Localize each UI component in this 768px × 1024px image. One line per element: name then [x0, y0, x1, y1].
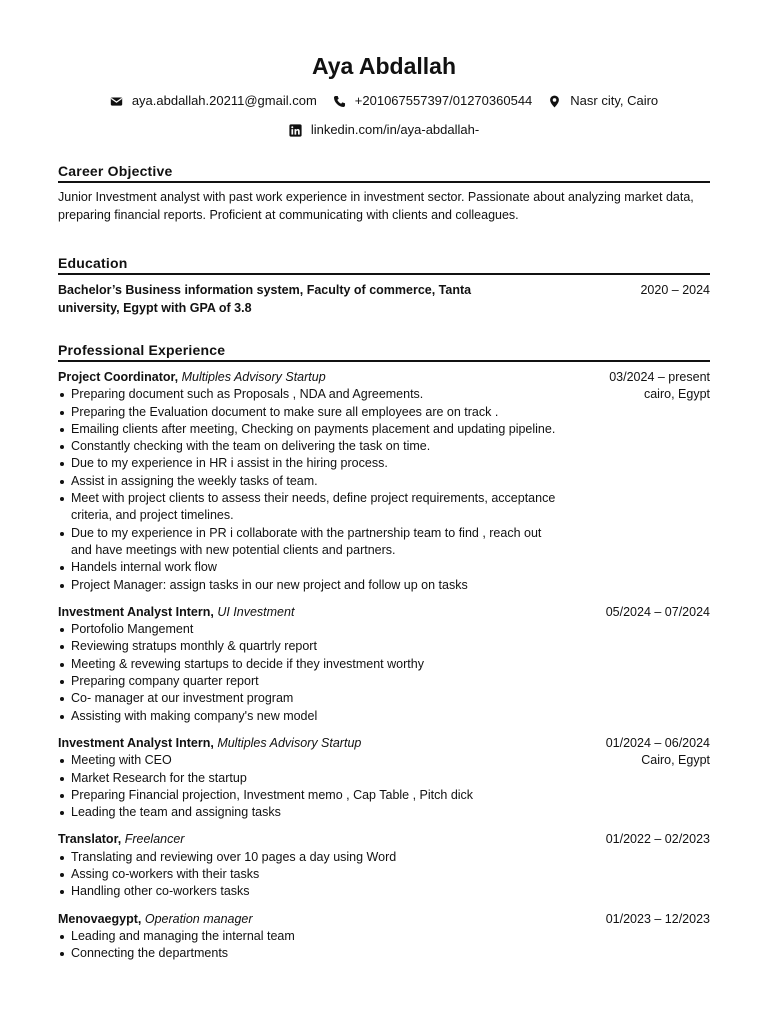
job-entry [58, 369, 710, 594]
job-bullets [58, 386, 561, 594]
bullet-item: Meeting with CEO [71, 752, 561, 769]
job-entry [58, 911, 710, 963]
section-title-objective: Career Objective [58, 161, 710, 183]
bullet-item: Connecting the departments [71, 945, 561, 962]
bullet-item: Co- manager at our investment program [71, 690, 561, 707]
bullet-item: Emailing clients after meeting, Checking on payments placement and updating pipeline. [71, 421, 561, 438]
bullet-item: Project Manager: assign tasks in our new project and follow up on tasks [71, 577, 561, 594]
bullet-item: Meet with project clients to assess their needs, define project requirements, acceptance criteria, and project timelines. [71, 490, 561, 525]
phone-icon [333, 95, 346, 108]
bullet-item: Constantly checking with the team on delivering the task on time. [71, 438, 561, 455]
job-company: Multiples Advisory Startup [181, 370, 326, 384]
linkedin-contact[interactable] [289, 120, 479, 140]
bullet-item: Leading and managing the internal team [71, 928, 561, 945]
bullet-item: Preparing the Evaluation document to make sure all employees are on track . [71, 404, 561, 421]
location-contact [548, 91, 658, 111]
job-dates: 05/2024 – 07/2024 [605, 604, 710, 619]
education-degree: Bachelor’s Business information system, Faculty of commerce, Tanta university, Egypt with GPA of 3.8 [58, 283, 472, 315]
job-dates: 01/2023 – 12/2023 [605, 911, 710, 926]
bullet-item: Assisting with making company's new model [71, 708, 561, 725]
bullet-item: Assing co-workers with their tasks [71, 866, 561, 883]
job-entry [58, 831, 710, 900]
education-entry [58, 282, 710, 317]
job-bullets [58, 849, 561, 901]
objective-text: Junior Investment analyst with past work experience in investment sector. Passionate about analyzing market data, preparing financial reports. Proficient at communicating with clients and colleagues. [58, 190, 694, 222]
bullet-item: Market Research for the startup [71, 770, 561, 787]
bullet-item: Due to my experience in HR i assist in the hiring process. [71, 455, 561, 472]
bullet-item: Handling other co-workers tasks [71, 883, 561, 900]
job-bullets [58, 928, 561, 963]
job-title: Project Coordinator, [58, 370, 179, 384]
job-company: Freelancer [124, 832, 185, 847]
bullet-item: Reviewing stratups monthly & quartrly report [71, 638, 561, 655]
job-title: Investment Analyst Intern, [58, 604, 214, 619]
job-title: Translator, [58, 832, 122, 847]
education-dates: 2020 – 2024 [640, 283, 710, 297]
email-contact[interactable] [110, 91, 317, 111]
bullet-item: Portofolio Mangement [71, 621, 561, 638]
job-bullets [58, 752, 561, 821]
job-dates: 03/2024 – present [609, 370, 710, 384]
bullet-item: Assist in assigning the weekly tasks of team. [71, 473, 561, 490]
job-dates: 01/2022 – 02/2023 [605, 832, 710, 847]
bullet-item: Handels internal work flow [71, 559, 561, 576]
job-dates: 01/2024 – 06/2024 [605, 735, 710, 750]
contact-row [58, 91, 710, 111]
linkedin-icon [289, 124, 302, 137]
job-company: Operation manager [144, 911, 253, 926]
bullet-item: Preparing company quarter report [71, 673, 561, 690]
bullet-item: Translating and reviewing over 10 pages a day using Word [71, 849, 561, 866]
section-title-experience: Professional Experience [58, 340, 710, 362]
section-title-education: Education [58, 253, 710, 275]
bullet-item: Leading the team and assigning tasks [71, 804, 561, 821]
job-location: Cairo, Egypt [641, 753, 710, 768]
candidate-name: Aya Abdallah [312, 53, 456, 79]
envelope-icon [110, 95, 123, 108]
bullet-item: Preparing Financial projection, Investment memo , Cap Table , Pitch dick [71, 787, 561, 804]
contact-row-linkedin [58, 120, 710, 140]
job-company: UI Investment [217, 604, 295, 619]
linkedin-text: linkedin.com/in/aya-abdallah- [310, 122, 480, 137]
bullet-item: Due to my experience in PR i collaborate with the partnership team to find , reach out and have meetings with new potential clients and partners. [71, 525, 561, 560]
location-pin-icon [548, 95, 561, 108]
job-title: Investment Analyst Intern, [58, 735, 214, 750]
phone-text: +201067557397/01270360544 [354, 93, 533, 108]
bullet-item: Meeting & revewing startups to decide if they investment worthy [71, 656, 561, 673]
job-entry [58, 604, 710, 725]
phone-contact[interactable] [333, 91, 533, 111]
job-entry [58, 735, 710, 821]
job-title: Menovaegypt, [58, 911, 142, 926]
job-bullets [58, 621, 561, 725]
job-location: cairo, Egypt [643, 387, 710, 402]
job-company: Multiples Advisory Startup [217, 735, 362, 750]
email-text: aya.abdallah.20211@gmail.com [131, 93, 317, 108]
bullet-item: Preparing document such as Proposals , NDA and Agreements. [71, 386, 561, 403]
location-text: Nasr city, Cairo [570, 93, 659, 108]
